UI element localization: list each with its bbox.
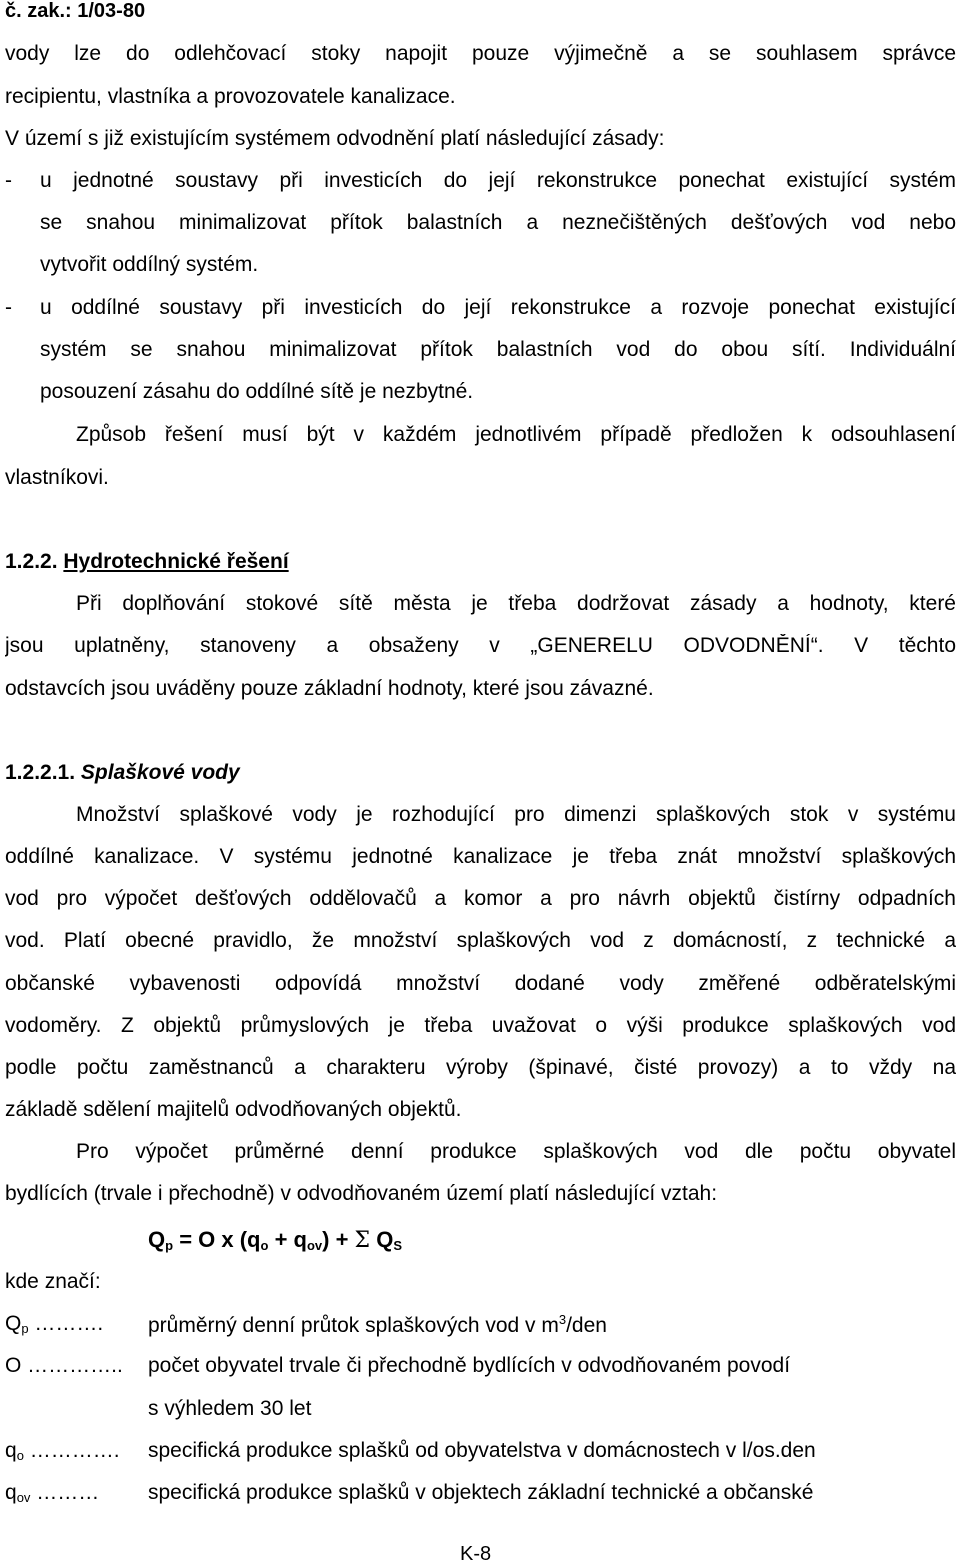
section-number: 1.2.2.1. — [5, 761, 76, 784]
text-line: posouzení zásahu do oddílné sítě je nezbytné. — [40, 380, 474, 403]
section-number: 1.2.2. — [5, 550, 58, 573]
text-line: recipientu, vlastníka a provozovatele kanalizace. — [5, 85, 456, 108]
text-line: Pro výpočet průměrné denní produkce splaškových vod dle počtu obyvatel — [76, 1140, 956, 1163]
legend-row: $Q_p$ ………. — [5, 1312, 104, 1336]
order-number: č. zak.: 1/03-80 — [5, 0, 146, 22]
text-line: V území s již existujícím systémem odvodnění platí následující zásady: — [5, 127, 665, 150]
text-line: vod pro výpočet dešťových oddělovačů a komor a pro návrh objektů čistírny odpadních — [5, 887, 956, 910]
sigma-symbol: Σ — [354, 1228, 371, 1253]
text-line: odstavcích jsou uváděny pouze základní hodnoty, které jsou závazné. — [5, 677, 654, 700]
text-line: Při doplňování stokové sítě města je třeba dodržovat zásady a hodnoty, které — [76, 592, 956, 615]
legend-row: O ………….. — [5, 1354, 123, 1377]
text-line: vod. Platí obecné pravidlo, že množství splaškových vod z domácností, z technické a — [5, 929, 956, 952]
legend-row: $q_{ov}$ ……… — [5, 1481, 100, 1505]
section-heading — [5, 761, 240, 785]
text-line: občanské vybavenosti odpovídá množství dodané vody změřené odběratelskými — [5, 972, 956, 995]
legend-intro: kde značí: — [5, 1270, 101, 1293]
legend-row: $q_o$ …………. — [5, 1439, 120, 1463]
text-line: systém se snahou minimalizovat přítok balastních vod do obou sítí. Individuální — [40, 338, 956, 361]
legend-description: počet obyvatel trvale či přechodně bydlících v odvodňovaném povodí — [148, 1354, 791, 1377]
section-title: Hydrotechnické řešení — [63, 550, 289, 573]
legend-description-cont: s výhledem 30 let — [148, 1397, 312, 1420]
text-line: vlastníkovi. — [5, 466, 109, 489]
section-heading — [5, 550, 289, 574]
text-line: vytvořit oddílný systém. — [40, 253, 259, 276]
text-line: Způsob řešení musí být v každém jednotlivém případě předložen k odsouhlasení — [76, 423, 956, 446]
text-line: se snahou minimalizovat přítok balastních a neznečištěných dešťových vod nebo — [40, 211, 956, 234]
legend-description: specifická produkce splašků od obyvatelstva v domácnostech v l/os.den — [148, 1439, 816, 1462]
text-line: vody lze do odlehčovací stoky napojit pouze výjimečně a se souhlasem správce — [5, 42, 956, 65]
page-number: K-8 — [460, 1543, 492, 1565]
text-line: u jednotné soustavy při investicích do její rekonstrukce ponechat existující systém — [40, 169, 956, 192]
text-line: podle počtu zaměstnanců a charakteru výroby (špinavé, čisté provozy) a to vždy na — [5, 1056, 956, 1079]
text-line: vodoměry. Z objektů průmyslových je třeba uvažovat o výši produkce splaškových vod — [5, 1014, 956, 1037]
legend-description: průměrný denní průtok splaškových vod v $m^3$/den — [148, 1312, 607, 1337]
bullet-dash: - — [5, 169, 12, 192]
text-line: u oddílné soustavy při investicích do její rekonstrukce a rozvoje ponechat existující — [40, 296, 956, 319]
text-line: bydlících (trvale i přechodně) v odvodňovaném území platí následující vztah: — [5, 1182, 718, 1205]
formula: $Q_p = O$ x $(q_o + q_{ov}) + \Sigma$ $Q_S$ — [148, 1227, 403, 1253]
legend-description: specifická produkce splašků v objektech základní technické a občanské — [148, 1481, 814, 1504]
text-line: jsou uplatněny, stanoveny a obsaženy v „GENERELU ODVODNĚNÍ“. V těchto — [5, 634, 956, 657]
text-line: oddílné kanalizace. V systému jednotné kanalizace je třeba znát množství splaškových — [5, 845, 956, 868]
text-line: Množství splaškové vody je rozhodující pro dimenzi splaškových stok v systému — [76, 803, 956, 826]
section-title: Splaškové vody — [80, 761, 240, 784]
bullet-dash: - — [5, 296, 12, 319]
text-line: základě sdělení majitelů odvodňovaných objektů. — [5, 1098, 462, 1121]
